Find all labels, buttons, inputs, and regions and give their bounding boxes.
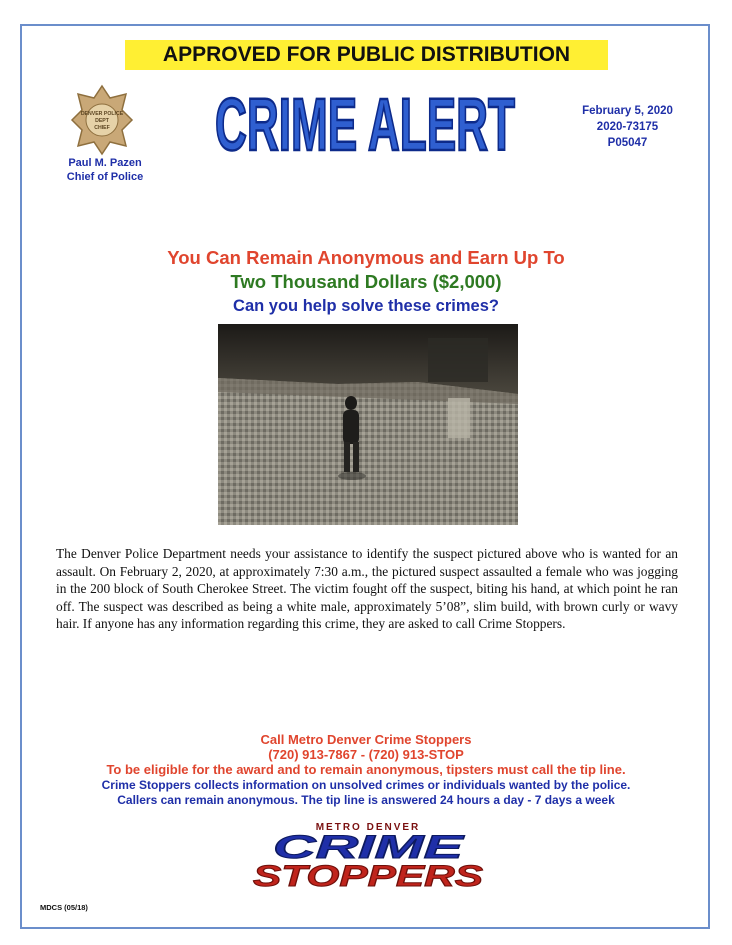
badge-text-2: DEPT bbox=[95, 118, 109, 124]
headline-question: Can you help solve these crimes? bbox=[233, 297, 499, 315]
crime-stoppers-logo bbox=[248, 820, 488, 890]
headline-anonymous: You Can Remain Anonymous and Earn Up To bbox=[167, 247, 565, 268]
form-code: MDCS (05/18) bbox=[40, 903, 88, 912]
badge-text-1: DENVER POLICE bbox=[80, 111, 124, 117]
crime-alert-text: CRIME ALERT bbox=[215, 84, 515, 160]
cs-anonymous-hours: Callers can remain anonymous. The tip line is answered 24 hours a day - 7 days a week bbox=[117, 793, 615, 807]
chief-title: Chief of Police bbox=[66, 171, 144, 183]
logo-stoppers-text: STOPPERS bbox=[253, 860, 483, 890]
logo-top-text: METRO DENVER bbox=[315, 822, 421, 833]
suspect-photo bbox=[218, 324, 518, 525]
badge-text-3: CHIEF bbox=[94, 125, 110, 131]
cs-eligibility: To be eligible for the award and to remain anonymous, tipsters must call the tip line. bbox=[106, 762, 626, 777]
distribution-banner: APPROVED FOR PUBLIC DISTRIBUTION bbox=[125, 40, 608, 70]
alert-meta bbox=[560, 103, 695, 151]
alert-code: P05047 bbox=[607, 137, 648, 149]
alert-date: February 5, 2020 bbox=[582, 105, 673, 117]
chief-block bbox=[50, 156, 160, 184]
cs-phone-numbers: (720) 913-7867 - (720) 913-STOP bbox=[268, 747, 464, 762]
crime-alert-title bbox=[210, 84, 520, 160]
cs-collects-info: Crime Stoppers collects information on unsolved crimes or individuals wanted by the police. bbox=[101, 778, 631, 792]
logo-crime-text: CRIME bbox=[273, 829, 467, 865]
incident-description: The Denver Police Department needs your assistance to identify the suspect pictured above who is wanted for an assault. On February 2, 2020, at approximately 7:30 a.m., the pictured suspect assaulted a female who was jogging in the 200 block of South Cherokee Street. The victim fought off the suspect, biting his hand, at which point he ran off. The suspect was described as being a white male, approximately 5’08”, slim build, with brown curly or wavy hair. If anyone has any information regarding this crime, they are asked to call Crime Stoppers. bbox=[56, 546, 678, 632]
headline-reward: Two Thousand Dollars ($2,000) bbox=[230, 271, 502, 292]
case-number: 2020-73175 bbox=[596, 121, 659, 133]
cs-call-line: Call Metro Denver Crime Stoppers bbox=[260, 732, 472, 747]
crime-stoppers-info bbox=[0, 732, 732, 808]
police-badge-icon bbox=[70, 84, 134, 156]
chief-name: Paul M. Pazen bbox=[68, 157, 142, 169]
